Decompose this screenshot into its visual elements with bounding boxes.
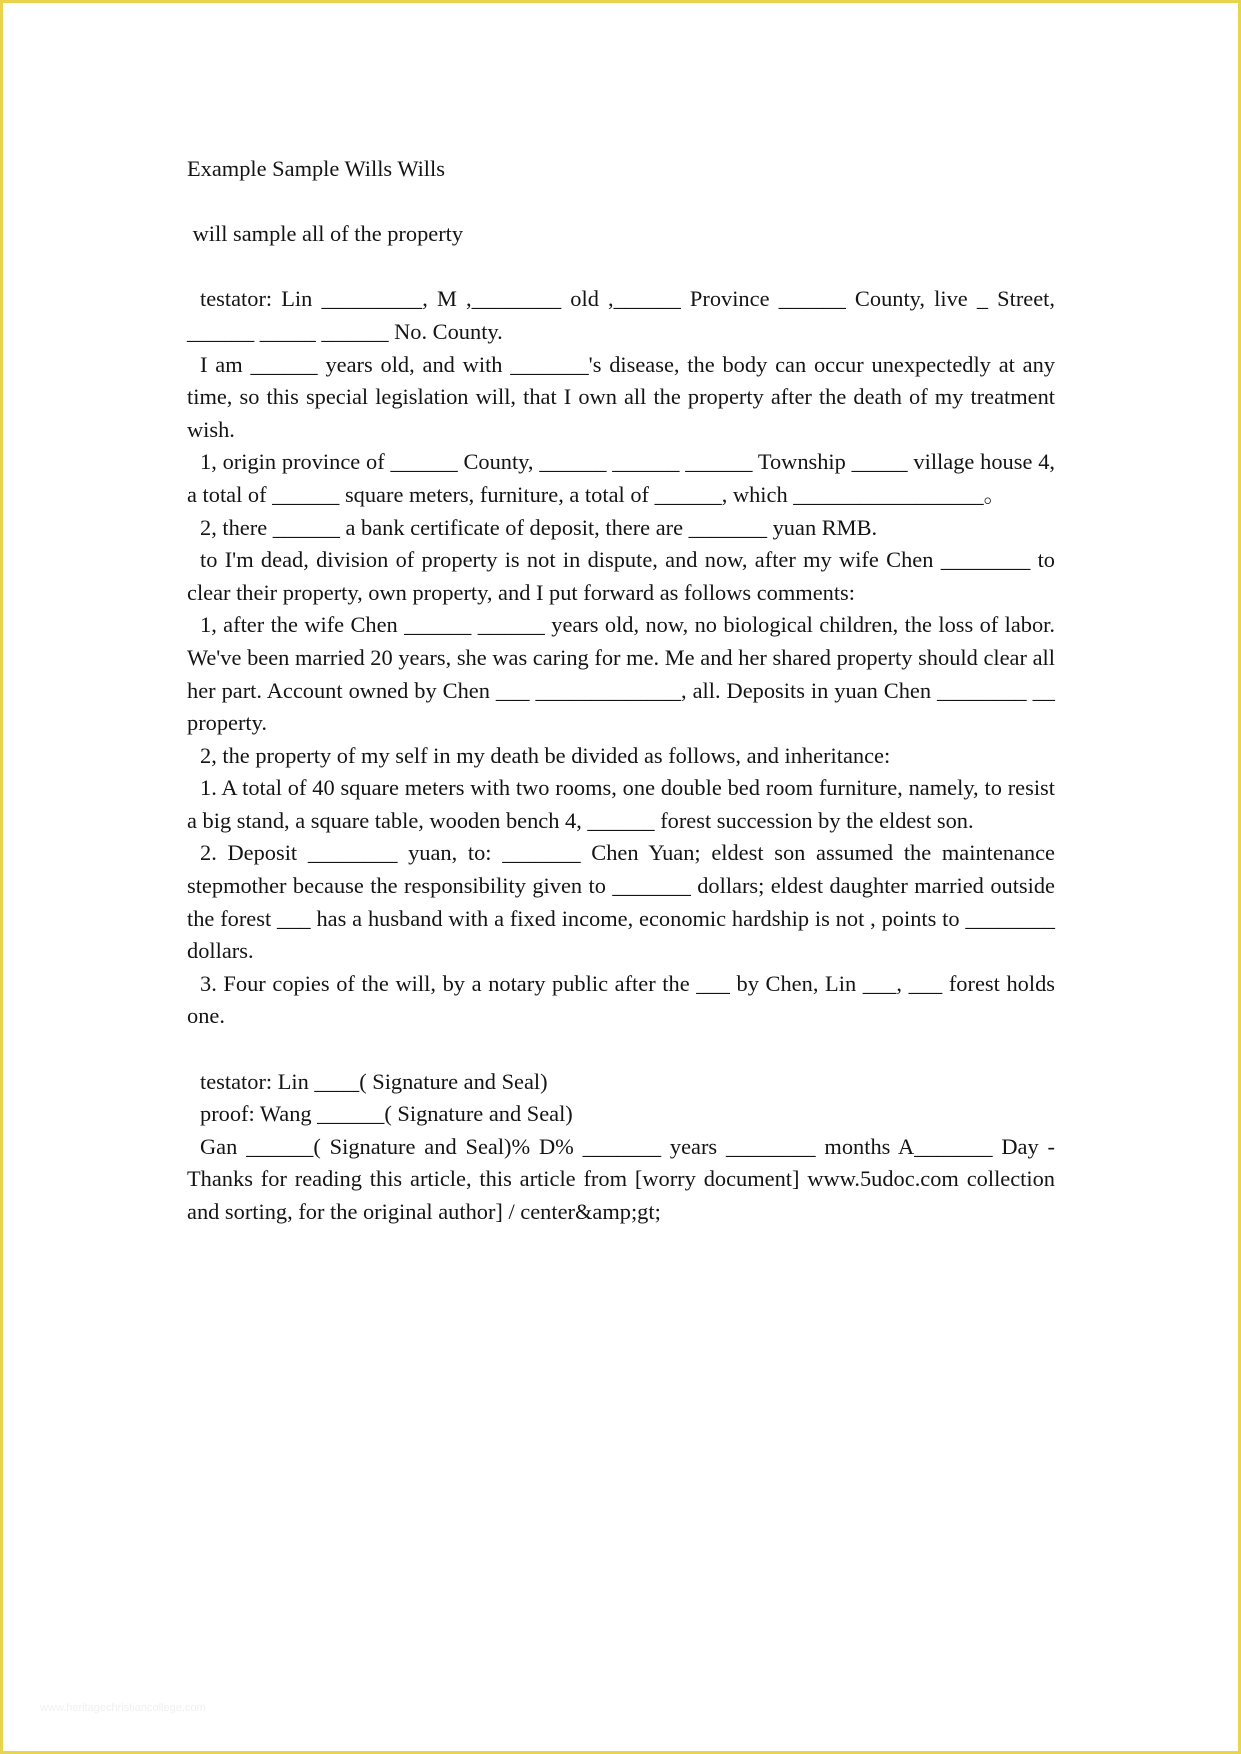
paragraph-inheritance-intro: 2, the property of my self in my death be divided as follows, and inheritance: bbox=[200, 742, 891, 768]
paragraph-item-rooms: 1. A total of 40 square meters with two rooms, one double bed room furniture, namely, to resist a big stand, a square table, wooden bench 4, ______ forest succession by the eldest son. bbox=[187, 775, 1055, 833]
document-subtitle: will sample all of the property bbox=[187, 221, 464, 247]
paragraph-division-intro: to I'm dead, division of property is not in dispute, and now, after my wife Chen ________ to clear their property, own property, and I put forward as follows comments: bbox=[187, 547, 1055, 605]
signature-gan-footer: Gan ______( Signature and Seal)% D% _______ years ________ months A_______ Day - Thanks for reading this article, this article from [worry document] www.5udoc.com collection and sorting, for the original author] / center&amp;gt; bbox=[187, 1133, 1055, 1224]
paragraph-item-deposit: 2. Deposit ________ yuan, to: _______ Chen Yuan; eldest son assumed the maintenance stepmother because the responsibility given to _______ dollars; eldest daughter married outside the forest ___ has a husband with a fixed income, economic hardship is not , points to ________ dollars. bbox=[187, 840, 1055, 964]
paragraph-item-copies: 3. Four copies of the will, by a notary public after the ___ by Chen, Lin ___, ___ forest holds one. bbox=[187, 970, 1055, 1029]
watermark-text: www.heritagechristiancollege.com bbox=[40, 1702, 206, 1714]
document-body bbox=[187, 153, 1055, 1229]
paragraph-wife-share: 1, after the wife Chen ______ ______ years old, now, no biological children, the loss of labor. We've been married 20 years, she was caring for me. Me and her shared property should clear all her part. Account owned by Chen ___ _____________, all. Deposits in yuan Chen ________ __ property. bbox=[187, 612, 1055, 736]
paragraph-house-furniture: 1, origin province of ______ County, ______ ______ ______ Township _____ village house 4, a total of ______ square meters, furniture, a total of ______, which _________________。 bbox=[187, 449, 1055, 507]
paragraph-statement: I am ______ years old, and with _______'s disease, the body can occur unexpectedly at any time, so this special legislation will, that I own all the property after the death of my treatment wish. bbox=[187, 351, 1055, 442]
signature-proof: proof: Wang ______( Signature and Seal) bbox=[200, 1101, 573, 1127]
paragraph-bank-deposit: 2, there ______ a bank certificate of deposit, there are _______ yuan RMB. bbox=[200, 514, 878, 540]
paragraph-testator-details: testator: Lin _________, M ,________ old ,______ Province ______ County, live _ Street, ______ _____ ______ No. County. bbox=[187, 286, 1055, 344]
signature-testator: testator: Lin ____( Signature and Seal) bbox=[200, 1068, 548, 1094]
document-title: Example Sample Wills Wills bbox=[187, 156, 445, 181]
